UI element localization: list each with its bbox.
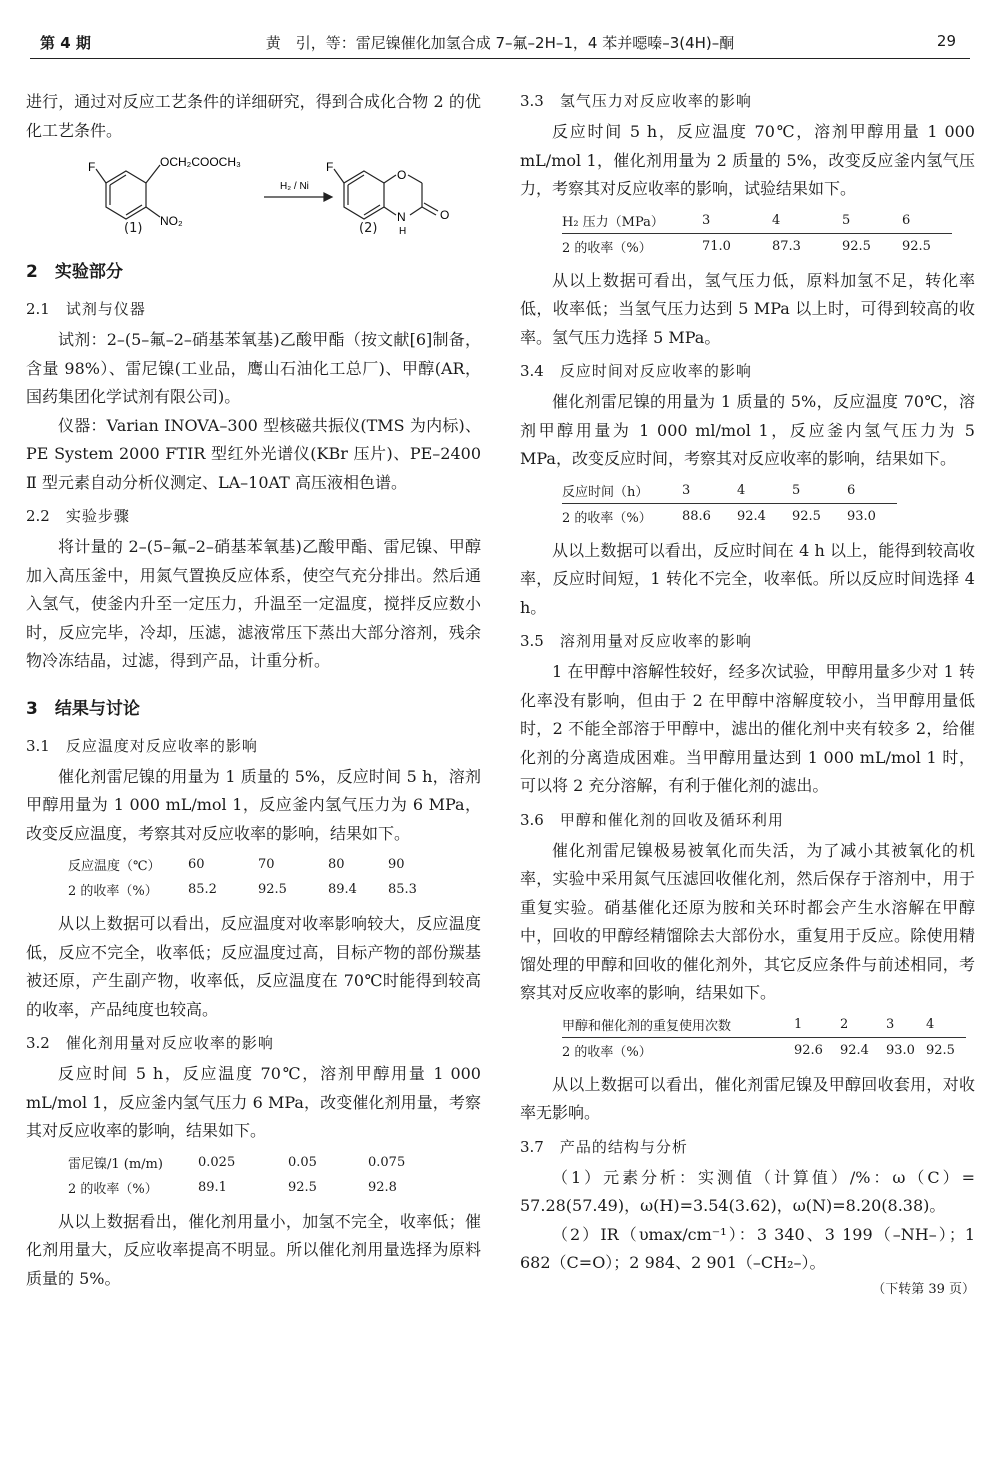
instruments-paragraph: 仪器：Varian INOVA–300 型核磁共振仪(TMS 为内标)、PE System 2000 FTIR 型红外光谱仪(KBr 压片)、PE–2400 Ⅱ 型元素自动分析仪测定、LA–10AT 高压液相色谱。 xyxy=(26,415,481,492)
table-cell: 92.4 xyxy=(840,1042,869,1058)
table-row-label: 2 的收率（%） xyxy=(68,884,158,899)
table-cell: 92.5 xyxy=(792,508,821,524)
catalyst-discussion-paragraph: 从以上数据看出，催化剂用量小，加氢不完全，收率低；催化剂用量大，反应收率提高不明显。所以催化剂用量选择为原料质量的 5%。 xyxy=(26,1211,481,1288)
table-cell: 92.5 xyxy=(258,882,287,897)
table-cell: 89.4 xyxy=(328,882,357,897)
table-row-label: 2 的收率（%） xyxy=(562,1044,652,1060)
section-3-7-heading xyxy=(520,1134,975,1160)
table-row-label: 2 的收率（%） xyxy=(562,510,652,526)
table-cell: 1 xyxy=(794,1012,840,1038)
table-cell: 92.8 xyxy=(368,1179,397,1195)
sm-fluoro-label: F xyxy=(88,160,96,174)
running-header xyxy=(30,18,970,59)
recycle-conditions-paragraph: 催化剂雷尼镍极易被氧化而失活，为了减小其被氧化的机率，实验中采用氮气压滤回收催化剂，然后保存于溶剂中，用于重复实验。硝基催化还原为胺和关环时都会产生水溶解在甲醇中，回收的甲醇经精馏除去大部份水，重复用于反应。除使用精馏处理的甲醇和回收的催化剂外，其它反应条件与前述相同，考察其对反应收率的影响，结果如下。 xyxy=(520,840,975,1002)
time-yield-table xyxy=(562,478,897,529)
temperature-yield-table xyxy=(68,852,438,902)
table-cell: 4 xyxy=(737,478,792,504)
compound-2-label: (2) xyxy=(359,221,378,236)
table-cell: 93.0 xyxy=(847,508,876,524)
table-cell: 92.4 xyxy=(737,508,766,524)
section-3-3-heading xyxy=(520,88,975,114)
table-cell: 2 xyxy=(840,1012,886,1038)
table-cell: 92.5 xyxy=(902,238,931,254)
page-number: 29 xyxy=(936,32,956,50)
sm-nitro-label: NO₂ xyxy=(160,214,183,228)
section-2-1-heading xyxy=(26,296,481,322)
table-cell: 85.2 xyxy=(188,882,217,897)
product-carbonyl-label: O xyxy=(440,208,450,222)
product-nitrogen-label: N xyxy=(397,210,406,224)
section-title: 实验步骤 xyxy=(65,507,130,525)
recycle-yield-table xyxy=(562,1012,966,1063)
pressure-yield-table xyxy=(562,208,952,259)
temperature-discussion-paragraph: 从以上数据可以看出，反应温度对收率影响较大，反应温度低，反应不完全，收率低；反应温度过高，目标产物的部份羰基被还原，产生副产物，收率低，反应温度在 70℃时能得到较高的收率，产品纯度也较高。 xyxy=(26,914,481,1019)
issue-number: 第 4 期 xyxy=(40,34,91,52)
section-title: 催化剂用量对反应收率的影响 xyxy=(65,1034,274,1052)
table-cell: 80 xyxy=(328,857,345,872)
section-2-2-heading xyxy=(26,503,481,529)
pressure-discussion-paragraph: 从以上数据可看出，氢气压力低，原料加氢不足，转化率低，收率低；当氢气压力达到 5 MPa 以上时，可得到较高的收率。氢气压力选择 5 MPa。 xyxy=(520,270,975,347)
elemental-analysis-paragraph: （1）元素分析：实测值（计算值）/%：ω（C）= 57.28(57.49)，ω(H)=3.54(3.62)，ω(N)=8.20(8.38)。 xyxy=(520,1167,975,1215)
left-column xyxy=(26,88,481,1293)
table-cell: 93.0 xyxy=(886,1042,915,1058)
section-number: 3.3 xyxy=(520,92,544,110)
table-row-label: 2 的收率（%） xyxy=(68,1181,158,1197)
arrow-condition-label: H₂ / Ni xyxy=(280,181,309,192)
section-3-2-heading xyxy=(26,1030,481,1056)
table-header-cell: 反应温度（℃） xyxy=(68,859,161,874)
section-2-heading: 2 实验部分 xyxy=(26,262,123,282)
intro-paragraph: 进行，通过对反应工艺条件的详细研究，得到合成化合物 2 的优化工艺条件。 xyxy=(26,92,481,140)
running-title: 黄 引，等：雷尼镍催化加氢合成 7–氟–2H–1，4 苯并噁嗪–3(4H)–酮 xyxy=(265,34,735,52)
solvent-paragraph: 1 在甲醇中溶解性较好，经多次试验，甲醇用量多少对 1 转化率没有影响，但由于 2 在甲醇中溶解度较小，当甲醇用量低时，2 不能全部溶于甲醇中，滤出的催化剂中夹有较多 2，给催化剂的分离造成困难。当甲醇用量达到 1 000 mL/mol 1 时，可以将 2 充分溶解，有利于催化剂的滤出。 xyxy=(520,662,975,795)
temperature-conditions-paragraph: 催化剂雷尼镍的用量为 1 质量的 5%，反应时间 5 h，溶剂甲醇用量为 1 000 mL/mol 1，反应釜内氢气压力为 6 MPa，改变反应温度，考察其对反应收率的影响，结果如下。 xyxy=(26,766,481,843)
section-title: 溶剂用量对反应收率的影响 xyxy=(559,632,752,650)
section-number: 3.6 xyxy=(520,810,544,829)
section-title: 反应时间对反应收率的影响 xyxy=(559,362,752,380)
table-cell: 0.075 xyxy=(368,1154,406,1170)
section-number: 3.7 xyxy=(520,1137,544,1156)
section-title: 氢气压力对反应收率的影响 xyxy=(559,92,752,110)
table-cell: 70 xyxy=(258,857,275,872)
section-3-heading: 3 结果与讨论 xyxy=(26,698,140,719)
table-cell: 71.0 xyxy=(702,238,731,254)
ir-paragraph: （2）IR（υmax/cm⁻¹）：3 340、3 199（–NH–）；1 682（C=O）；2 984、2 901（–CH₂–）。 xyxy=(520,1224,975,1272)
section-title: 产品的结构与分析 xyxy=(559,1137,688,1156)
section-title: 甲醇和催化剂的回收及循环利用 xyxy=(559,810,784,829)
table-row-label: 2 的收率（%） xyxy=(562,240,652,256)
time-conditions-paragraph: 催化剂雷尼镍的用量为 1 质量的 5%，反应温度 70℃，溶剂甲醇用量为 1 000 ml/mol 1，反应釜内氢气压力为 5 MPa，改变反应时间，考察其对反应收率的影响，结果如下。 xyxy=(520,392,975,468)
pressure-conditions-paragraph: 反应时间 5 h，反应温度 70℃，溶剂甲醇用量 1 000 mL/mol 1，催化剂用量为 2 质量的 5%，改变反应釜内氢气压力，考察其对反应收率的影响，试验结果如下。 xyxy=(520,122,975,198)
table-cell: 6 xyxy=(902,208,952,234)
section-title: 试剂与仪器 xyxy=(65,300,146,318)
table-cell: 85.3 xyxy=(388,882,417,897)
section-number: 3.5 xyxy=(520,632,544,650)
table-cell: 3 xyxy=(702,208,772,234)
table-cell: 92.6 xyxy=(794,1042,823,1058)
table-cell: 0.025 xyxy=(198,1154,236,1170)
table-cell: 92.5 xyxy=(842,238,871,254)
table-cell: 3 xyxy=(886,1012,926,1038)
product-hydrogen-label: H xyxy=(399,226,407,237)
reaction-scheme-drawing xyxy=(26,151,481,239)
section-number: 2.1 xyxy=(26,300,50,318)
table-cell: 5 xyxy=(792,478,847,504)
table-header-cell: 反应时间（h） xyxy=(562,478,682,504)
table-cell: 3 xyxy=(682,478,737,504)
section-number: 2.2 xyxy=(26,507,50,525)
table-cell: 60 xyxy=(188,857,205,872)
time-discussion-paragraph: 从以上数据可以看出，反应时间在 4 h 以上，能得到较高收率，反应时间短，1 转化不完全，收率低。所以反应时间选择 4 h。 xyxy=(520,540,975,617)
procedure-paragraph: 将计量的 2–(5–氟–2–硝基苯氧基)乙酸甲酯、雷尼镍、甲醇加入高压釜中，用氮气置换反应体系，使空气充分排出。然后通入氢气，使釜内升至一定压力，升温至一定温度，搅拌反应数小时，反应完毕，冷却，压滤，滤液常压下蒸出大部分溶剂，残余物冷冻结晶，过滤，得到产品，计重分析。 xyxy=(26,537,481,670)
section-number: 3.1 xyxy=(26,736,50,755)
reagents-paragraph: 试剂：2–(5–氟–2–硝基苯氧基)乙酸甲酯（按文献[6]制备，含量 98%）、雷尼镍(工业品，鹰山石油化工总厂)、甲醇(AR，国药集团化学试剂有限公司)。 xyxy=(26,330,481,406)
product-oxygen-label: O xyxy=(397,168,407,182)
catalyst-conditions-paragraph: 反应时间 5 h，反应温度 70℃，溶剂甲醇用量 1 000 mL/mol 1，反应釜内氢气压力 6 MPa，改变催化剂用量，考察其对反应收率的影响，结果如下。 xyxy=(26,1064,481,1140)
section-3-1-heading xyxy=(26,733,481,759)
table-cell: 89.1 xyxy=(198,1179,227,1195)
section-3-5-heading xyxy=(520,628,975,654)
section-3-6-heading xyxy=(520,807,975,833)
table-cell: 0.05 xyxy=(288,1154,317,1170)
sm-ester-label: OCH₂COOCH₃ xyxy=(160,155,241,169)
section-number: 3.4 xyxy=(520,362,544,380)
reaction-scheme xyxy=(26,151,481,239)
table-cell: 4 xyxy=(926,1012,966,1038)
section-number: 3.2 xyxy=(26,1034,50,1052)
recycle-discussion-paragraph: 从以上数据可以看出，催化剂雷尼镍及甲醇回收套用，对收率无影响。 xyxy=(520,1074,975,1122)
table-cell: 6 xyxy=(847,478,897,504)
catalyst-yield-table xyxy=(68,1150,428,1200)
table-header-cell: 雷尼镍/1 (m/m) xyxy=(68,1156,163,1172)
table-header-cell: 甲醇和催化剂的重复使用次数 xyxy=(562,1012,794,1038)
table-cell: 90 xyxy=(388,857,405,872)
table-cell: 92.5 xyxy=(926,1042,955,1058)
right-column xyxy=(520,88,975,1300)
table-cell: 88.6 xyxy=(682,508,711,524)
section-3-4-heading xyxy=(520,358,975,384)
compound-1-label: (1) xyxy=(124,221,143,236)
table-cell: 4 xyxy=(772,208,842,234)
continued-note: （下转第 39 页） xyxy=(872,1281,975,1297)
table-cell: 92.5 xyxy=(288,1179,317,1195)
product-fluoro-label: F xyxy=(326,160,334,174)
table-cell: 87.3 xyxy=(772,238,801,254)
table-header-cell: H₂ 压力（MPa） xyxy=(562,208,702,234)
table-cell: 5 xyxy=(842,208,902,234)
section-title: 反应温度对反应收率的影响 xyxy=(65,736,258,755)
